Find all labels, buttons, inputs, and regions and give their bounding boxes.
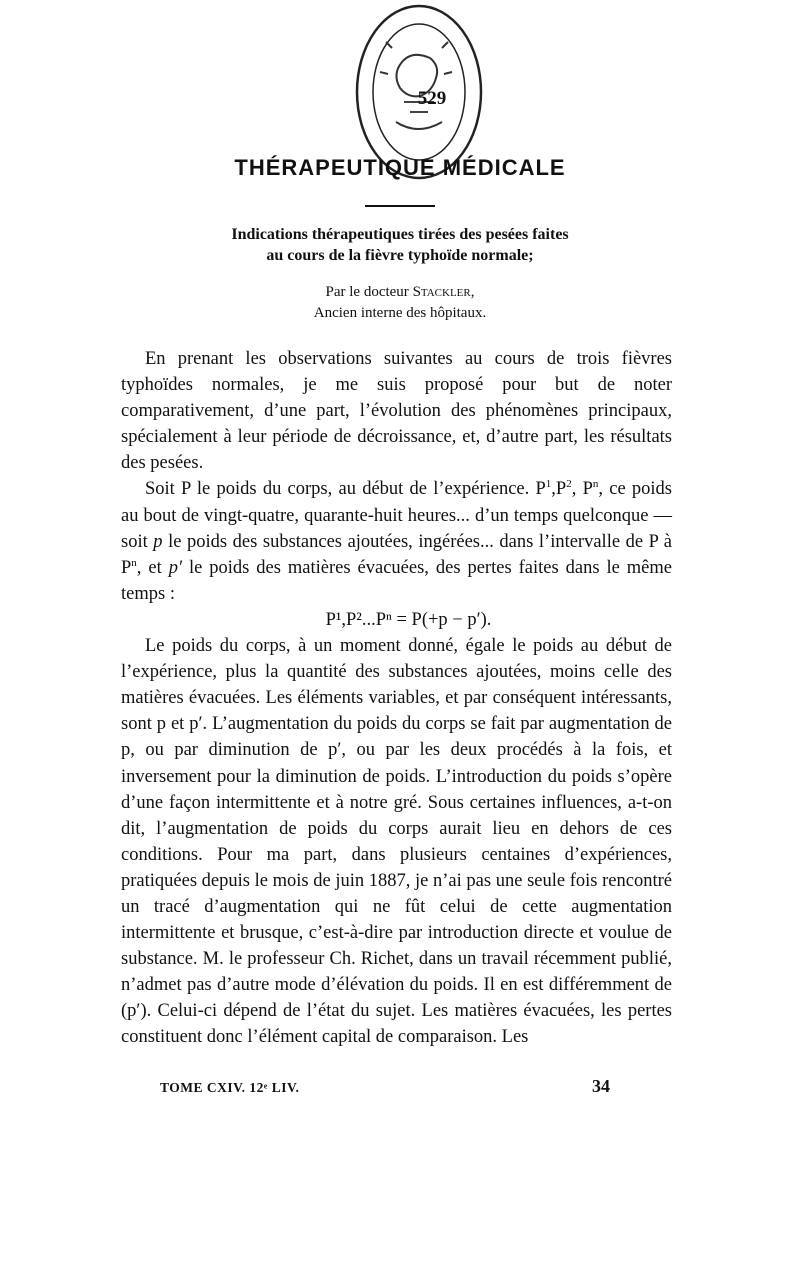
paragraph-3: Le poids du corps, à un moment donné, égale le poids au début de l’expérience, plus la quantité des substances ajoutées, moins celle des matières évacuées. Les éléments variables, et par conséquent intéressants, sont p et p′. L’augmentation du poids du corps se fait par augmentation de p, ou par diminution de p′, ou par les deux procédés à la fois, et inversement pour la diminution de poids. L’introduction du poids s’opère d’une façon intermittente et à notre gré. Sous certaines influences, a-t-on dit, l’augmentation de poids du corps aurait lieu en dehors de ces conditions. Pour ma part, dans plusieurs centaines d’expériences, pratiquées depuis le mois de juin 1887, je n’ai pas une seule fois rencontré un tracé d’augmentation qui ne fût celui de cette augmentation intermittente et brusque, c’est-à-dire par introduction directe et voulue de substance. M. le professeur Ch. Richet, dans un travail récemment publié, n’admet pas d’autre mode d’élévation du poids. Il en est différemment de (p′). Celui-ci dépend de l’état du sujet. Les matières évacuées, les pertes constituent donc l’élément capital de comparaison. Les [121, 636, 672, 1048]
byline-author [180, 282, 620, 303]
volume-signature: TOME CXIV. 12ᵉ LIV. [160, 1080, 300, 1095]
byline [180, 282, 620, 324]
page-number: 529 [417, 88, 447, 109]
article-title-line-2: au cours de la fièvre typhoïde normale; [266, 247, 534, 264]
title-rule [365, 205, 435, 207]
byline-prefix: Par le docteur [325, 284, 409, 300]
author-name: Stackler, [412, 284, 475, 300]
paragraph-2: Soit P le poids du corps, au début de l’expérience. $P^1,P^2$, $P^n$, ce poids au bout de vingt-quatre, quarante-huit heures... d’un temps quelconque — soit p le poids des substances ajoutées, ingérées... dans l’intervalle de P à $P^n$, et p′ le poids des matières évacuées, des pertes faites dans le même temps : [121, 478, 673, 604]
article-body [121, 346, 672, 1051]
gathering-number: 34 [592, 1076, 610, 1096]
section-title: THÉRAPEUTIQUE MÉDICALE [234, 155, 566, 180]
paragraph-1: En prenant les observations suivantes au cours de trois fièvres typhoïdes normales, je me suis proposé pour but de noter comparativement, d’une part, l’évolution des phénomènes principaux, spécialement à leur période de décroissance, et, d’autre part, les résultats des pesées. [121, 349, 672, 474]
article-title-line-1: Indications thérapeutiques tirées des pesées faites [231, 226, 569, 243]
formula: P¹,P²...Pⁿ = P(+p − p′). [325, 609, 492, 630]
author-role: Ancien interne des hôpitaux. [313, 305, 487, 321]
article-title [140, 224, 660, 266]
